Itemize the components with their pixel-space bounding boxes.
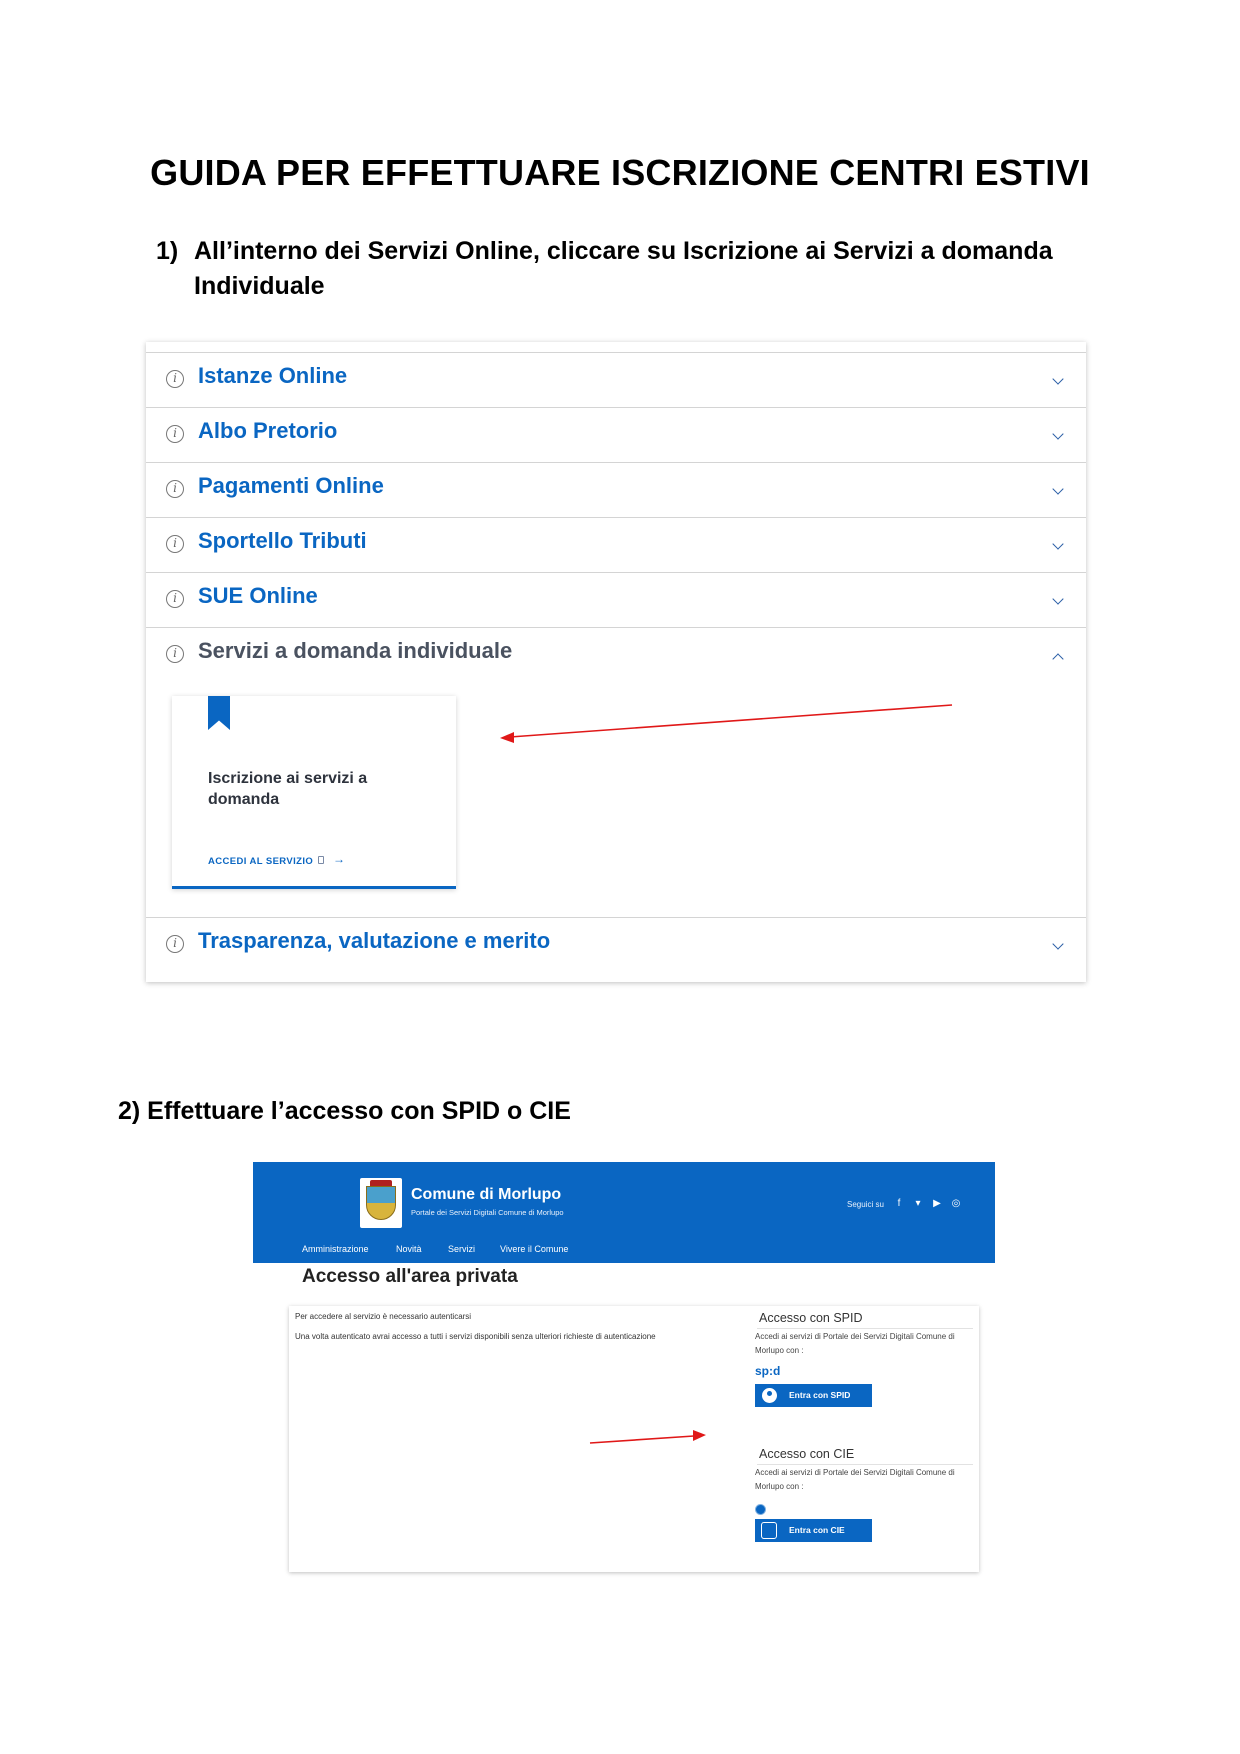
step-1-text: All’interno dei Servizi Online, cliccare su Iscrizione ai Servizi a domanda Individuale [194,237,1053,300]
service-card-title: Iscrizione ai servizi a domanda [208,770,368,808]
spid-logo: sp:d [755,1364,781,1378]
nav-novita[interactable]: Novità [396,1244,422,1254]
info-icon: i [166,535,184,553]
accordion-item-label: Istanze Online [198,363,348,388]
spid-button-label: Entra con SPID [789,1390,851,1400]
accordion-item-label: Albo Pretorio [198,418,338,443]
accordion-item-label: Pagamenti Online [198,473,384,498]
nav-servizi[interactable]: Servizi [448,1244,476,1254]
site-subtitle: Portale dei Servizi Digitali Comune di Morlupo [411,1208,564,1217]
intro-text-1: Per accedere al servizio è necessario autenticarsi [295,1312,472,1321]
follow-label: Seguici su [847,1200,884,1209]
info-icon: i [166,480,184,498]
cie-description: Accedi ai servizi di Portale dei Servizi Digitali Comune di Morlupo con : [755,1468,955,1491]
intro-text-2: Una volta autenticato avrai accesso a tutti i servizi disponibili senza ulteriori richieste di autenticazione [295,1332,656,1341]
instagram-icon[interactable]: ◎ [951,1198,961,1209]
info-icon: i [166,935,184,953]
nav-vivere-il-comune[interactable]: Vivere il Comune [500,1244,569,1254]
access-service-link[interactable]: ACCEDI AL SERVIZIO [208,856,314,867]
page-title: Accesso all'area privata [302,1266,518,1287]
spid-description: Accedi ai servizi di Portale dei Servizi Digitali Comune di Morlupo con : [755,1332,955,1355]
info-icon: i [166,645,184,663]
step-1-number: 1) [156,237,179,265]
accordion-item-label: SUE Online [198,583,318,608]
accordion-item-label: Sportello Tributi [198,528,367,553]
youtube-icon[interactable]: ▶ [933,1198,941,1209]
info-icon: i [166,590,184,608]
nav-amministrazione[interactable]: Amministrazione [302,1244,369,1254]
info-icon: i [166,425,184,443]
site-name[interactable]: Comune di Morlupo [411,1186,562,1203]
twitter-icon[interactable]: ▾ [915,1198,921,1209]
cie-button-label: Entra con CIE [789,1525,845,1535]
cie-section-title: Accesso con CIE [759,1447,855,1461]
arrow-right-icon: → [333,852,345,866]
accordion-item-label: Trasparenza, valutazione e merito [198,928,551,953]
document-title: GUIDA PER EFFETTUARE ISCRIZIONE CENTRI ESTIVI [150,152,1090,193]
facebook-icon[interactable]: f [897,1198,901,1209]
step-2-instruction: 2) Effettuare l’accesso con SPID o CIE [118,1097,571,1125]
accordion-item-label: Servizi a domanda individuale [198,638,513,663]
spid-section-title: Accesso con SPID [759,1311,863,1325]
info-icon: i [166,370,184,388]
